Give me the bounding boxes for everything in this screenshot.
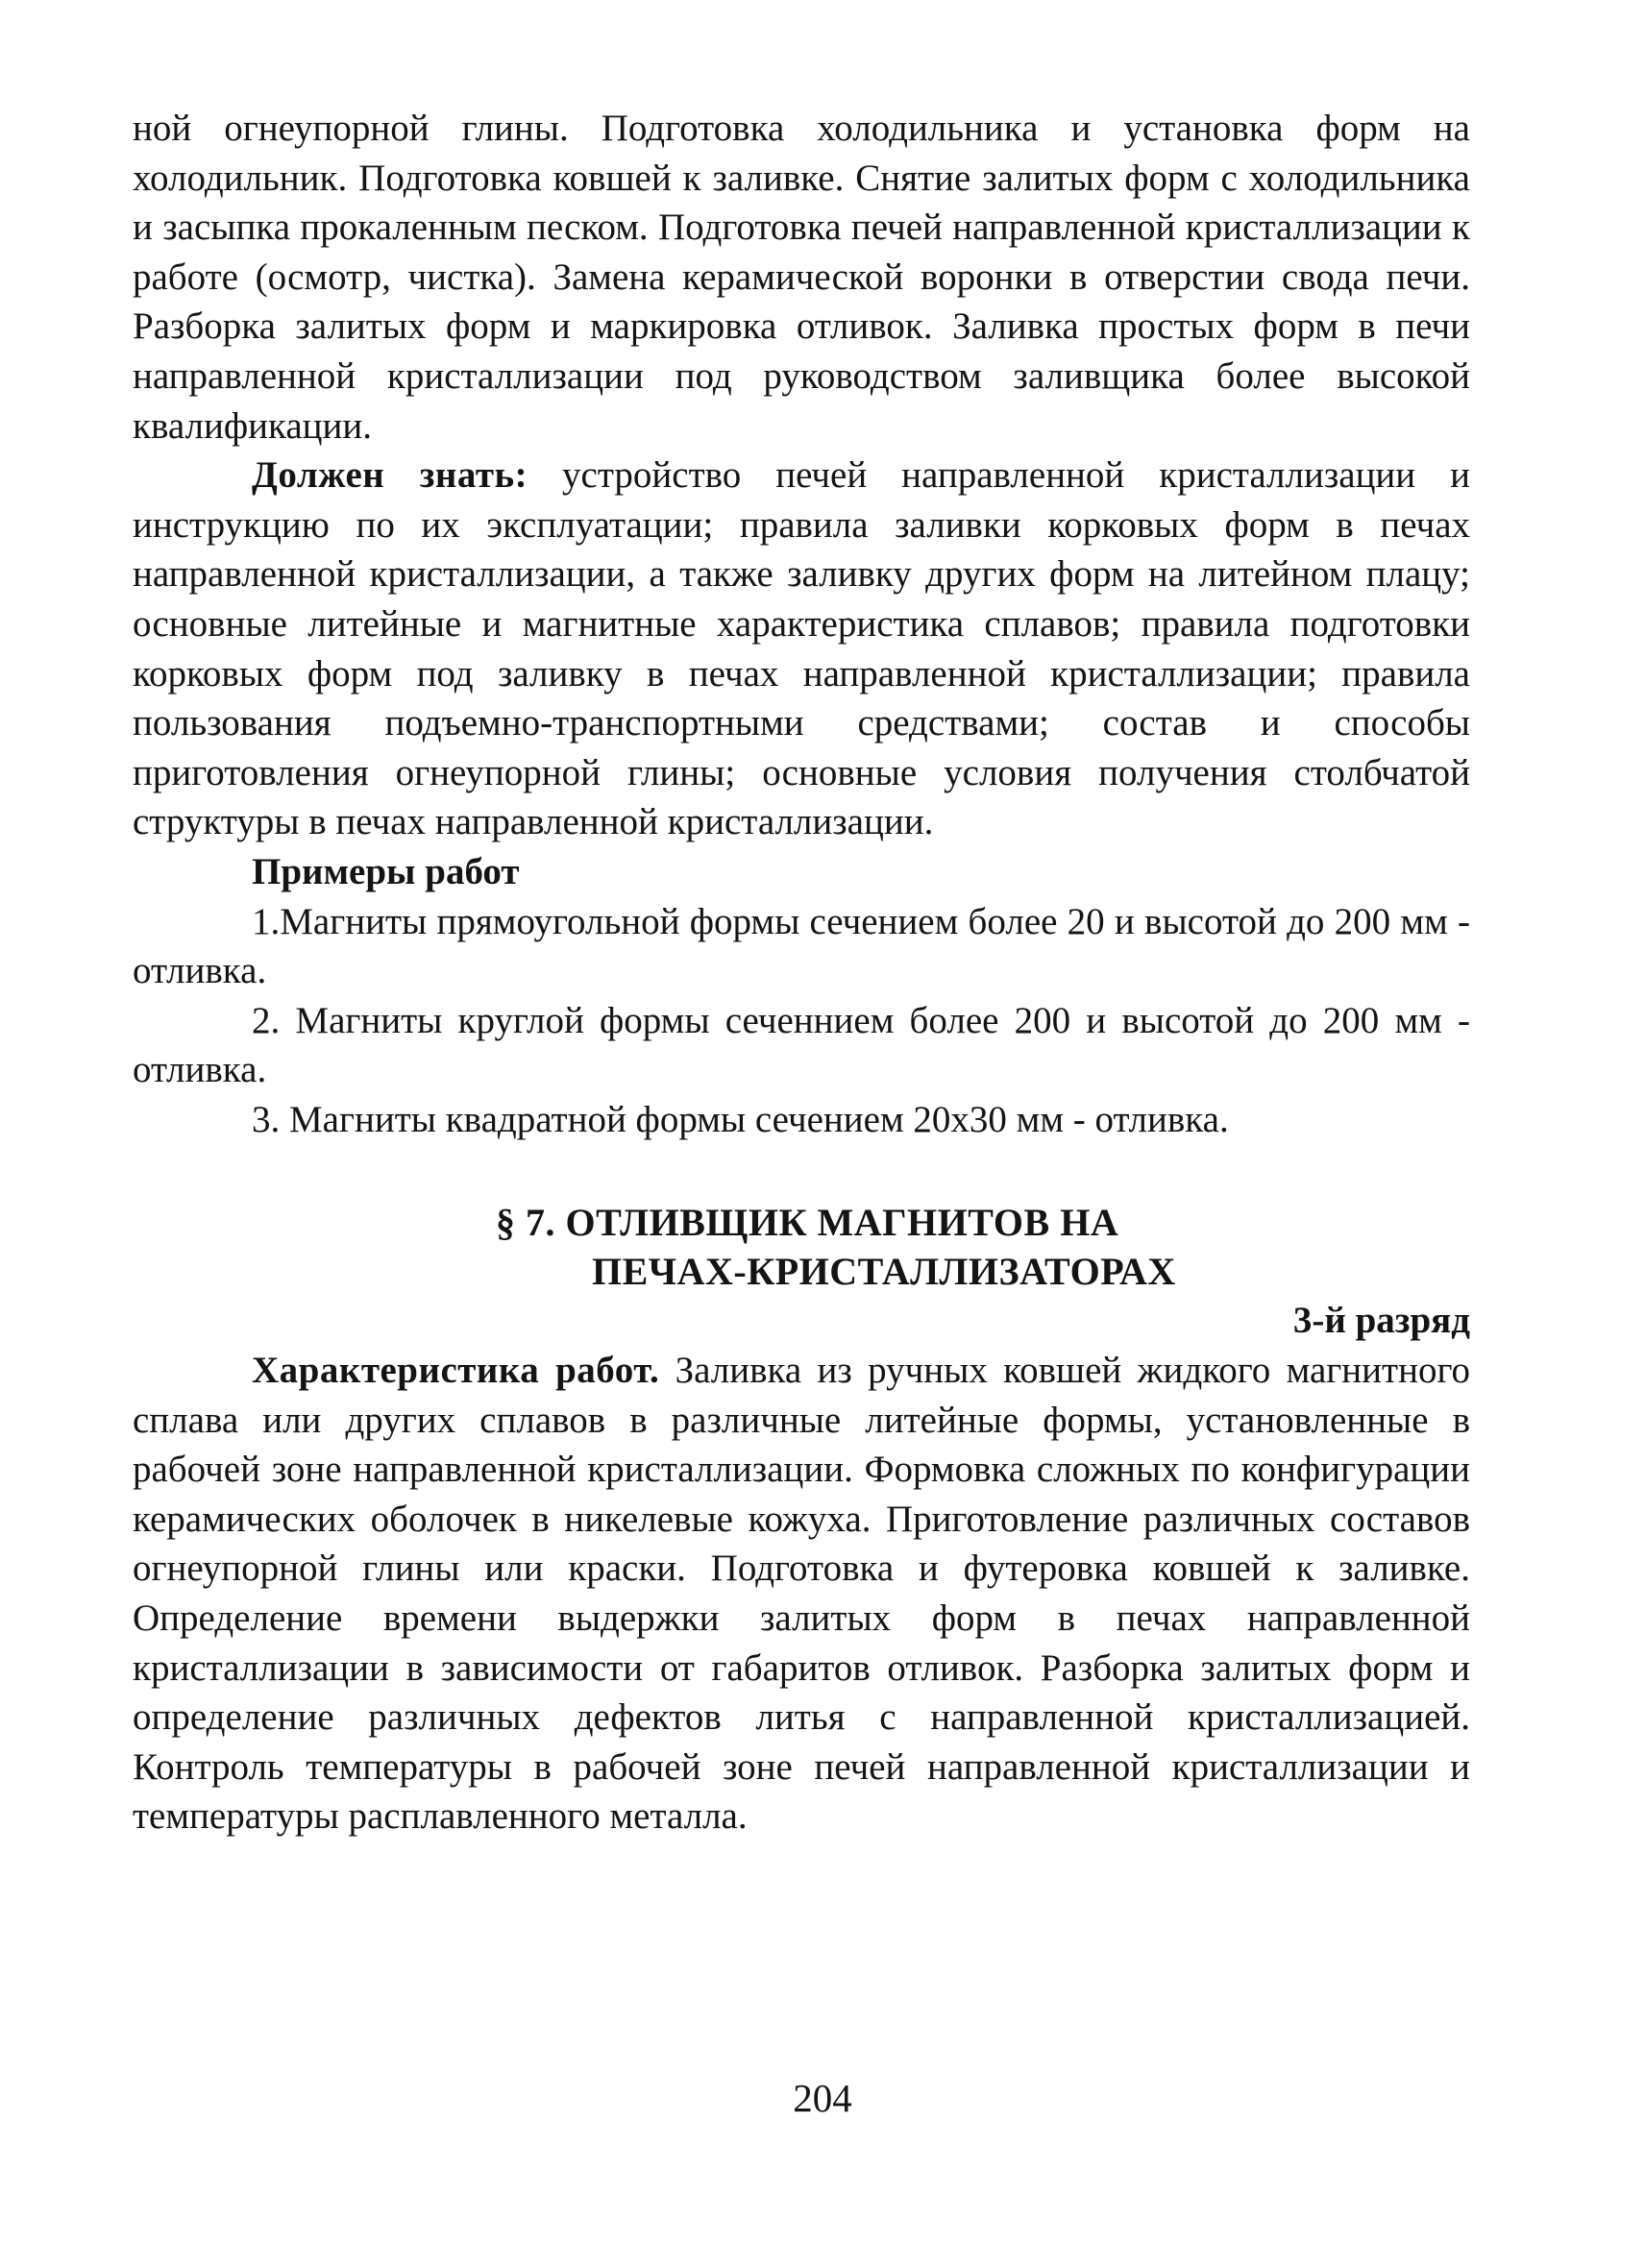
knowledge-text: устройство печей направленной кристаллизации и инструкцию по их эксплуатации; правила заливки корковых форм в печах направленной кристаллизации, а также заливку других форм на литейном плацу; основные литейные и магнитные характеристика сплавов; правила подготовки корковых форм под заливку в печах направленной кристаллизации; правила пользования подъемно-транспортными средствами; состав и способы приготовления огнеупорной глины; основные условия получения столбчатой структуры в печах направленной кристаллизации. [133,454,1470,843]
continued-paragraph: ной огнеупорной глины. Подготовка холодильника и установка форм на холодильник. Подготовка ковшей к заливке. Снятие залитых форм с холодильника и засыпка прокаленным песком. Подготовка печей направленной кристаллизации к работе (осмотр, чистка). Замена керамической воронки в отверстии свода печи. Разборка залитых форм и маркировка отливок. Заливка простых форм в печи направленной кристаллизации под руководством заливщика более высокой квалификации. [133,108,1470,447]
section-title-line-2: ПЕЧАХ-КРИСТАЛЛИЗАТОРАХ [592,1250,1176,1294]
example-item-3: 3. Магниты квадратной формы сечением 20х30 мм - отливка. [252,1098,1229,1140]
document-page [133,104,1470,1841]
section-title [133,1198,1470,1296]
page-number: 204 [793,2076,852,2120]
knowledge-paragraph [133,451,1470,847]
work-characteristics-text: Заливка из ручных ковшей жидкого магнитного сплава или других сплавов в различные литейные формы, установленные в рабочей зоне направленной кристаллизации. Формовка сложных по конфигурации керамических оболочек в никелевые кожуха. Приготовление различных составов огнеупорной глины или краски. Подготовка и футеровка ковшей к заливке. Определение времени выдержки залитых форм в печах направленной кристаллизации в зависимости от габаритов отливок. Разборка залитых форм и определение различных дефектов литья с направленной кристаллизацией. Контроль температуры в рабочей зоне печей направленной кристаллизации и температуры расплавленного металла. [133,1350,1470,1838]
section-title-line-1: § 7. ОТЛИВЩИК МАГНИТОВ НА [496,1201,1119,1245]
example-item-2: 2. Магниты круглой формы сеченнием более 200 и высотой до 200 мм - отливка. [133,999,1470,1091]
example-item-1: 1.Магниты прямоугольной формы сечением более 20 и высотой до 200 мм - отливка. [133,900,1470,992]
examples-heading: Примеры работ [252,850,520,892]
work-characteristics-label: Характеристика работ. [252,1350,660,1392]
knowledge-label: Должен знать: [252,454,528,497]
work-characteristics-paragraph [133,1346,1470,1841]
grade-label: 3-й разряд [1292,1300,1470,1342]
